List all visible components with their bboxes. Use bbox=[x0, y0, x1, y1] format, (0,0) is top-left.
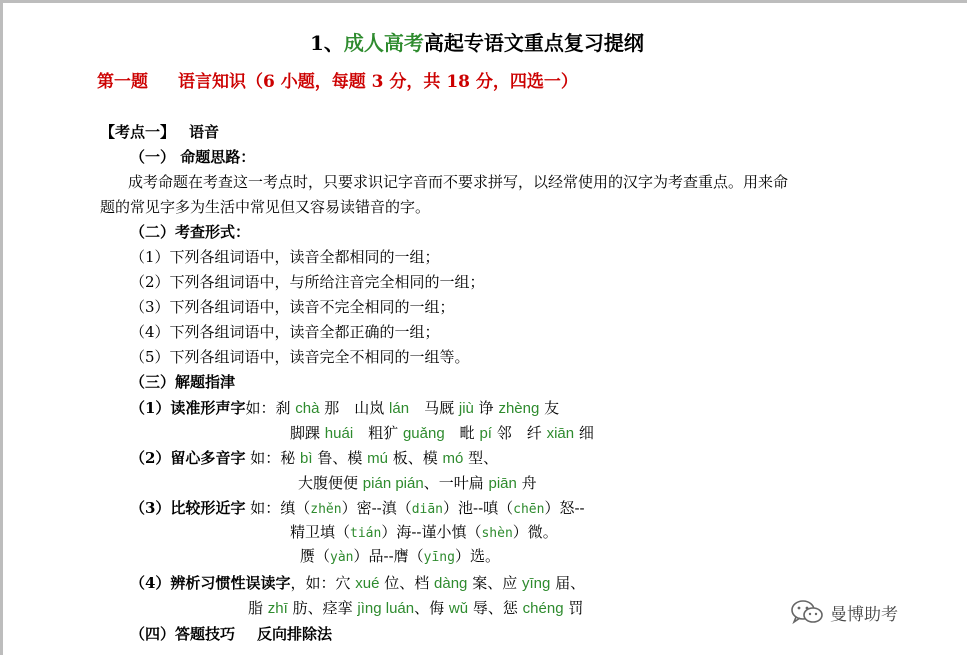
item3-label: （3）比较形近字 bbox=[130, 499, 246, 517]
item2-prefix: 如： bbox=[245, 449, 281, 467]
item4-line1 bbox=[130, 573, 585, 594]
sub1-heading: （一） 命题思路： bbox=[130, 148, 256, 166]
sub4-heading-text: （四）答题技巧 bbox=[130, 625, 236, 643]
item3-prefix: 如： bbox=[245, 499, 281, 517]
kaodian-label: 【考点一】 bbox=[100, 123, 176, 141]
hanzi: 刹 bbox=[275, 399, 291, 417]
pinyin: bì bbox=[300, 450, 313, 467]
pinyin: yīng bbox=[423, 550, 455, 565]
pinyin: xué bbox=[355, 575, 380, 592]
sub1-para-line2: 题的常见字多为生活中常见但又容易读错音的字。 bbox=[100, 198, 431, 216]
kaodian-heading bbox=[100, 122, 219, 142]
item2-line2 bbox=[298, 473, 537, 494]
pinyin: mó bbox=[442, 450, 464, 467]
hanzi: 案、应 bbox=[472, 574, 518, 592]
item1-line2 bbox=[290, 423, 594, 444]
pinyin: shèn bbox=[481, 526, 513, 541]
hanzi: 鲁、模 bbox=[317, 449, 363, 467]
hanzi: ）品--膺（ bbox=[353, 547, 424, 565]
pinyin: pián pián bbox=[362, 475, 424, 492]
hanzi: ）海--谨小慎（ bbox=[381, 523, 482, 541]
hanzi: 毗 bbox=[444, 424, 475, 442]
pinyin: guǎng bbox=[402, 425, 445, 442]
hanzi: 精卫填（ bbox=[290, 523, 351, 541]
pinyin: zhěn bbox=[310, 502, 342, 517]
list-item: （1）下列各组词语中，读音全都相同的一组； bbox=[130, 248, 440, 266]
hanzi: 赝（ bbox=[300, 547, 331, 565]
hanzi: 秘 bbox=[280, 449, 296, 467]
hanzi: 罚 bbox=[568, 599, 584, 617]
sub1-para-line1: 成考命题在考查这一考点时，只要求识记字音而不要求拼写，以经常使用的汉字为考查重点。用来命 bbox=[128, 173, 789, 191]
hanzi: 舟 bbox=[521, 474, 537, 492]
section-text: 语言知识（6 小题，每题 3 分，共 18 分，四选一） bbox=[178, 72, 578, 92]
watermark-text: 曼博助考 bbox=[830, 604, 898, 625]
sub4-heading bbox=[130, 624, 332, 644]
hanzi: ）怒-- bbox=[544, 499, 585, 517]
item1-prefix: 如： bbox=[245, 399, 276, 417]
hanzi: 粗犷 bbox=[353, 424, 399, 442]
hanzi: 位、档 bbox=[384, 574, 430, 592]
section-heading bbox=[97, 72, 578, 92]
sub3-heading: （三）解题指津 bbox=[130, 373, 236, 391]
item4-prefix: ，如： bbox=[290, 574, 336, 592]
page-border-left bbox=[0, 0, 3, 655]
hanzi: 脂 bbox=[248, 599, 264, 617]
hanzi: ）微。 bbox=[512, 523, 558, 541]
pinyin: zhèng bbox=[498, 400, 540, 417]
hanzi: 诤 bbox=[478, 399, 494, 417]
hanzi: 友 bbox=[544, 399, 560, 417]
pinyin: huái bbox=[324, 425, 354, 442]
item4-line2 bbox=[248, 598, 583, 619]
hanzi: 、一叶扁 bbox=[423, 474, 484, 492]
kaodian-name: 语音 bbox=[189, 123, 220, 141]
list-item: （5）下列各组词语中，读音完全不相同的一组等。 bbox=[130, 348, 470, 366]
list-item: （4）下列各组词语中，读音全都正确的一组； bbox=[130, 323, 440, 341]
pinyin: zhī bbox=[267, 600, 288, 617]
hanzi: 辱、惩 bbox=[472, 599, 518, 617]
pinyin: diān bbox=[411, 502, 444, 517]
title-rest: 高起专语文重点复习提纲 bbox=[423, 31, 644, 55]
hanzi: 那 山岚 bbox=[324, 399, 385, 417]
item2-line1 bbox=[130, 448, 498, 469]
hanzi: 肪、痉挛 bbox=[292, 599, 353, 617]
hanzi: ）密--滇（ bbox=[341, 499, 412, 517]
hanzi: 邻 纤 bbox=[496, 424, 542, 442]
hanzi: 缜（ bbox=[280, 499, 311, 517]
item4-label: （4）辨析习惯性误读字 bbox=[130, 574, 291, 592]
pinyin: tián bbox=[350, 526, 382, 541]
pinyin: yàn bbox=[330, 550, 354, 565]
hanzi: 板、模 bbox=[392, 449, 438, 467]
page-title bbox=[310, 30, 644, 56]
item1-label: （1）读准形声字 bbox=[130, 399, 246, 417]
hanzi: 脚踝 bbox=[290, 424, 321, 442]
item1-line1 bbox=[130, 398, 559, 419]
hanzi: ）选。 bbox=[454, 547, 500, 565]
pinyin: lán bbox=[389, 400, 410, 417]
pinyin: jìng luán bbox=[357, 600, 415, 617]
pinyin: chà bbox=[295, 400, 320, 417]
pinyin: jiù bbox=[458, 400, 474, 417]
pinyin: mú bbox=[367, 450, 388, 467]
item2-label: （2）留心多音字 bbox=[130, 449, 246, 467]
hanzi: ）池--嗔（ bbox=[443, 499, 514, 517]
pinyin: dàng bbox=[434, 575, 468, 592]
hanzi: 细 bbox=[578, 424, 594, 442]
hanzi: 马厩 bbox=[409, 399, 455, 417]
pinyin: chēn bbox=[513, 502, 545, 517]
item3-line1 bbox=[130, 498, 585, 520]
section-part: 第一题 bbox=[97, 72, 148, 92]
item3-line2 bbox=[290, 522, 558, 544]
hanzi: 穴 bbox=[335, 574, 351, 592]
hanzi: 届、 bbox=[555, 574, 586, 592]
pinyin: wǔ bbox=[448, 600, 469, 617]
pinyin: xiān bbox=[546, 425, 575, 442]
hanzi: 、侮 bbox=[414, 599, 445, 617]
list-item: （3）下列各组词语中，读音不完全相同的一组； bbox=[130, 298, 455, 316]
pinyin: piān bbox=[488, 475, 517, 492]
item3-line3 bbox=[300, 546, 500, 568]
pinyin: chéng bbox=[522, 600, 564, 617]
hanzi: 大腹便便 bbox=[298, 474, 359, 492]
sub4-method: 反向排除法 bbox=[257, 625, 333, 643]
title-prefix: 1、 bbox=[310, 31, 344, 55]
pinyin: pí bbox=[479, 425, 492, 442]
title-highlight: 成人高考 bbox=[343, 31, 424, 55]
list-item: （2）下列各组词语中，与所给注音完全相同的一组； bbox=[130, 273, 485, 291]
hanzi: 型、 bbox=[468, 449, 499, 467]
watermark bbox=[790, 600, 898, 624]
wechat-icon bbox=[790, 599, 824, 625]
sub2-heading: （二）考查形式： bbox=[130, 223, 251, 241]
page-border-top bbox=[0, 0, 967, 3]
pinyin: yīng bbox=[521, 575, 551, 592]
